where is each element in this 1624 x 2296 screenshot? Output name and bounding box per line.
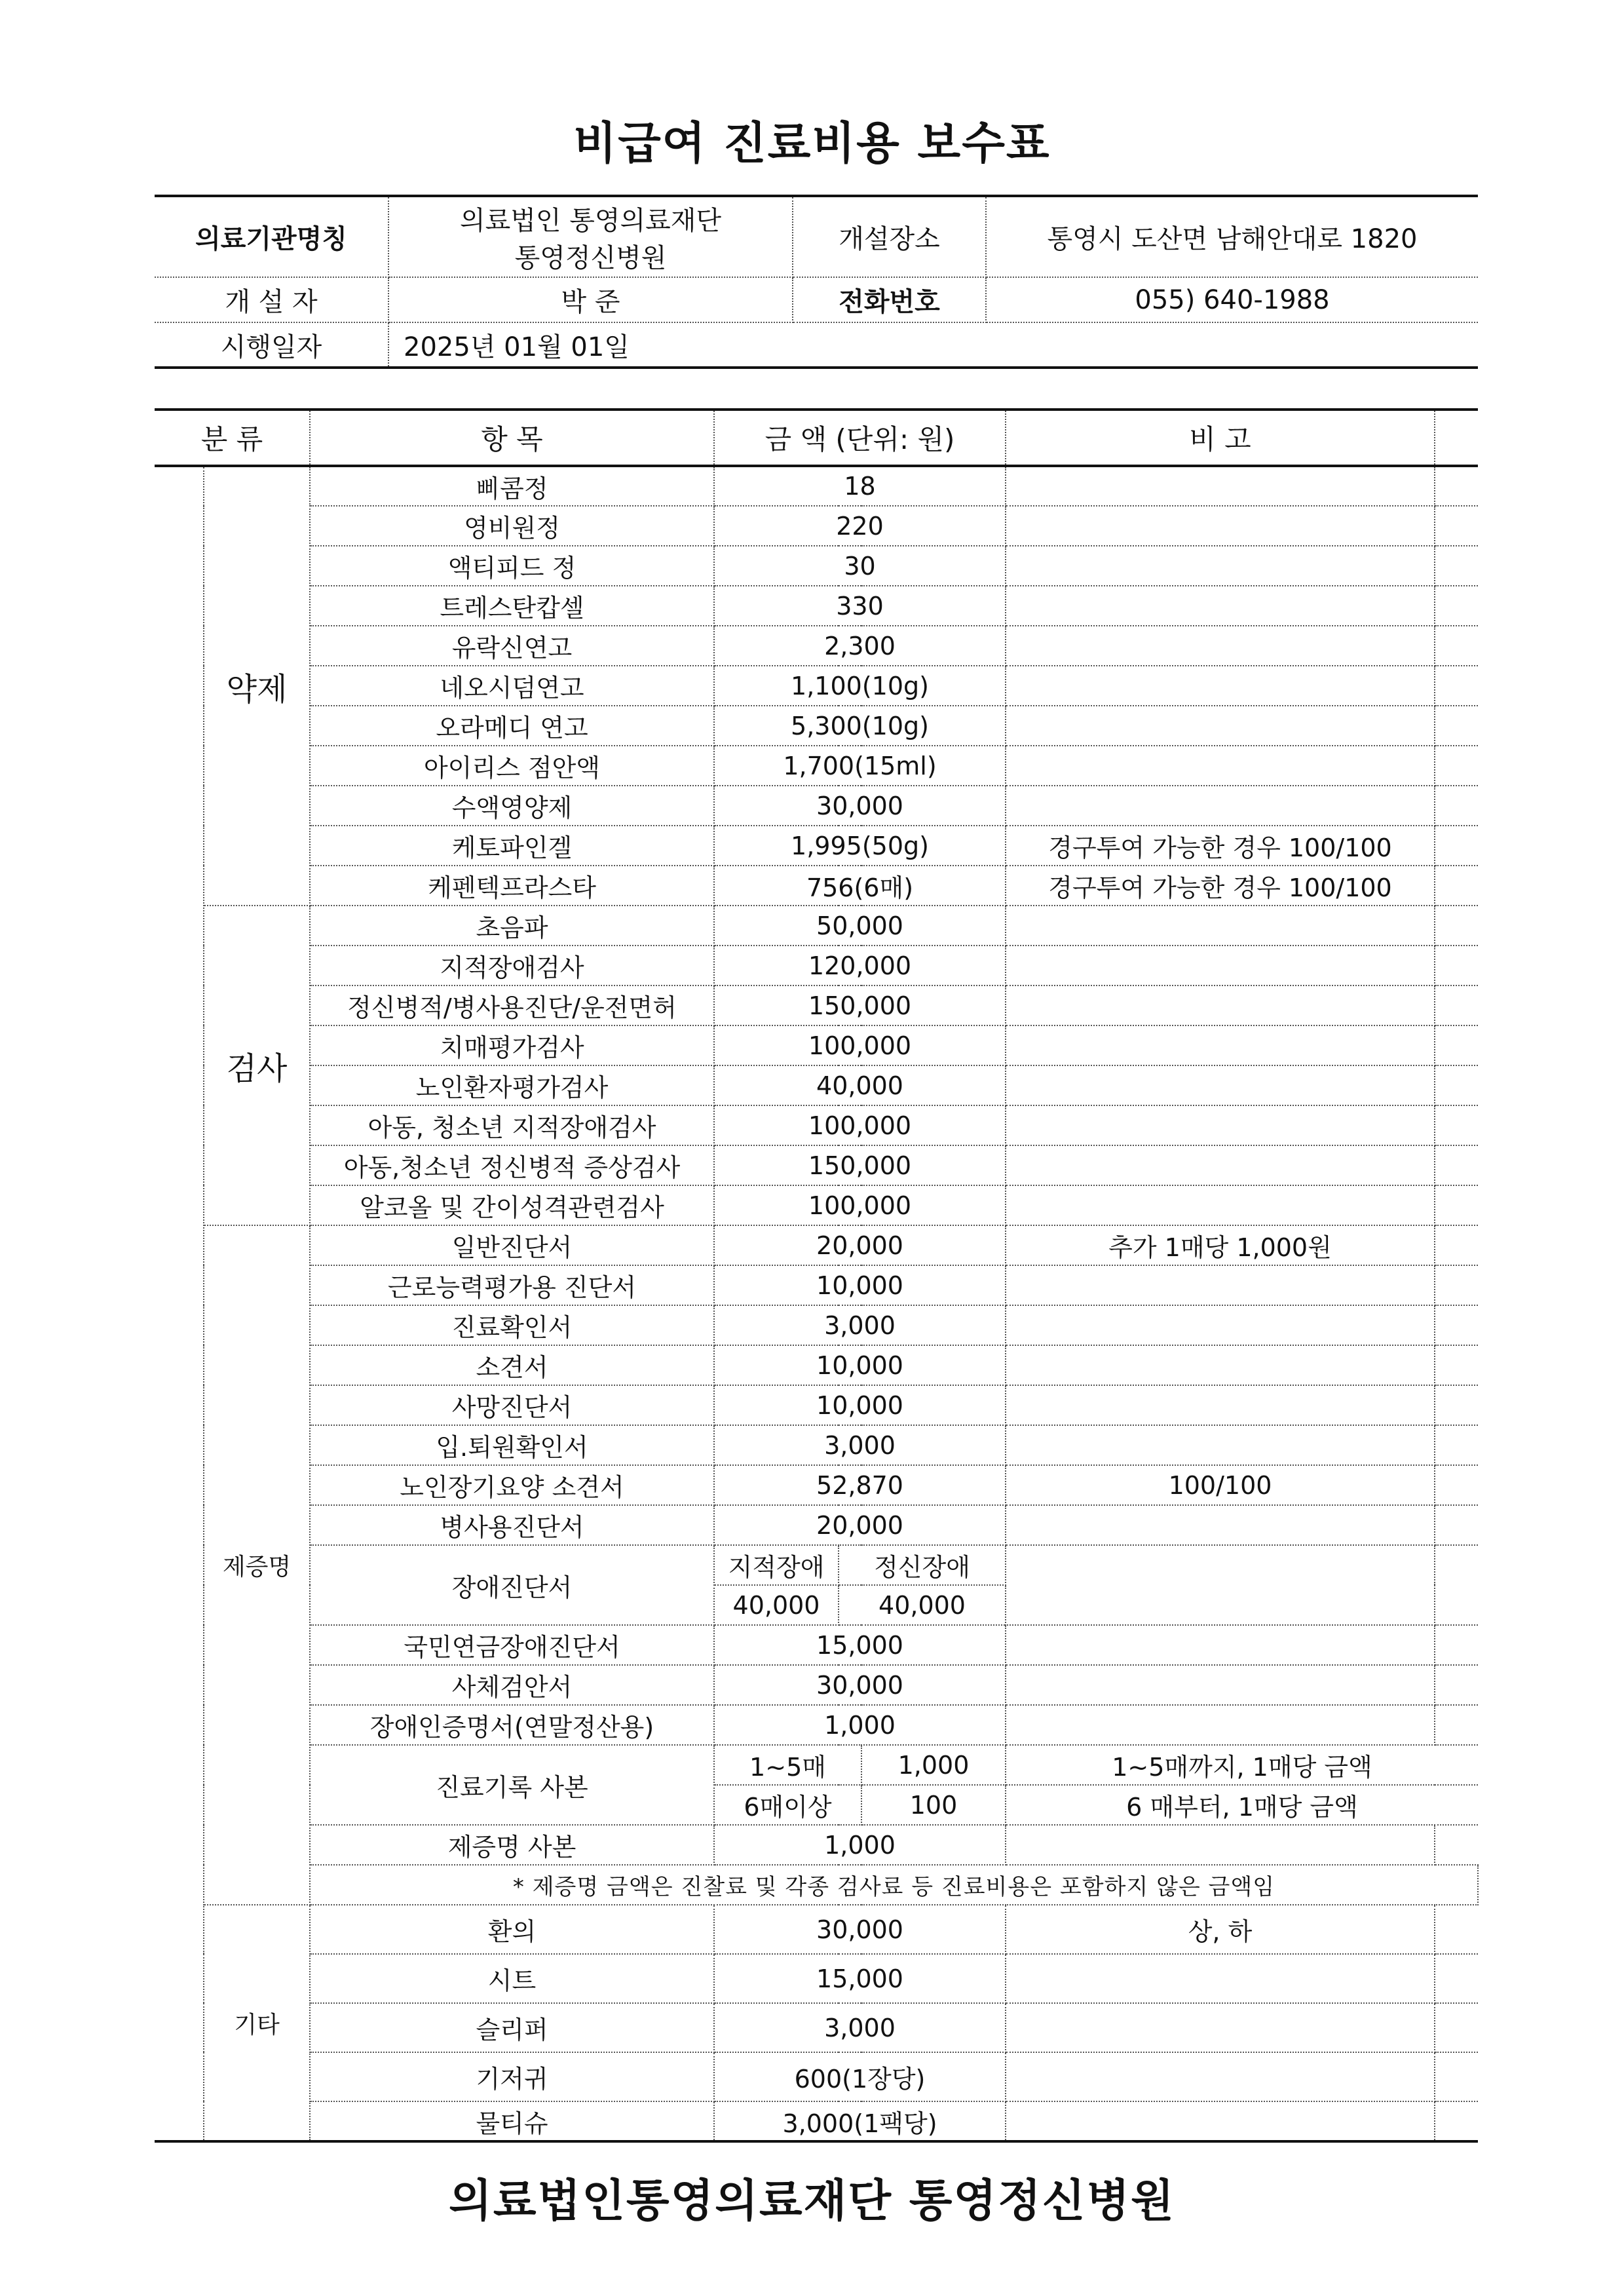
extra-cell	[1435, 1345, 1478, 1385]
disability-sub2-amount: 40,000	[839, 1585, 1006, 1625]
table-row	[155, 866, 1478, 906]
table-row	[155, 746, 1478, 786]
item-remark	[1006, 586, 1435, 626]
extra-cell	[1435, 946, 1478, 985]
extra-cell	[1435, 626, 1478, 666]
item-amount: 150,000	[714, 1145, 1006, 1185]
item-remark	[1006, 1665, 1435, 1705]
item-amount: 18	[714, 466, 1006, 506]
header-item: 항 목	[310, 410, 714, 466]
disability-sub1-amount: 40,000	[714, 1585, 839, 1625]
item-name: 정신병적/병사용진단/운전면허	[310, 985, 714, 1025]
table-row	[155, 706, 1478, 746]
item-amount: 1,100(10g)	[714, 666, 1006, 706]
item-remark: 상, 하	[1006, 1905, 1435, 1954]
item-name: 일반진단서	[310, 1225, 714, 1265]
item-amount: 30,000	[714, 1665, 1006, 1705]
item-remark	[1006, 666, 1435, 706]
item-amount: 30,000	[714, 786, 1006, 826]
table-row	[155, 1305, 1478, 1345]
extra-cell	[1435, 1825, 1478, 1865]
item-amount: 1,995(50g)	[714, 826, 1006, 866]
item-amount: 20,000	[714, 1505, 1006, 1545]
item-remark	[1006, 985, 1435, 1025]
extra-cell	[1435, 1465, 1478, 1505]
records-amount2: 100	[861, 1785, 1006, 1825]
item-name: 액티피드 정	[310, 546, 714, 586]
location-label: 개설장소	[793, 196, 986, 277]
category-drug: 약제	[204, 466, 310, 906]
item-remark: 100/100	[1006, 1465, 1435, 1505]
item-remark	[1006, 506, 1435, 546]
item-amount: 150,000	[714, 985, 1006, 1025]
item-remark	[1006, 1505, 1435, 1545]
item-amount: 10,000	[714, 1345, 1006, 1385]
extra-cell	[1435, 1385, 1478, 1425]
disability-sub2-label: 정신장애	[839, 1545, 1006, 1585]
item-name: 오라메디 연고	[310, 706, 714, 746]
item-amount: 756(6매)	[714, 866, 1006, 906]
item-name: 환의	[310, 1905, 714, 1954]
item-name: 초음파	[310, 906, 714, 946]
table-row	[155, 666, 1478, 706]
extra-cell	[1435, 506, 1478, 546]
item-remark	[1006, 1825, 1435, 1865]
item-remark: 경구투여 가능한 경우 100/100	[1006, 826, 1435, 866]
item-name: 노인환자평가검사	[310, 1065, 714, 1105]
item-remark	[1006, 946, 1435, 985]
item-name: 슬리퍼	[310, 2003, 714, 2052]
extra-cell	[1435, 1145, 1478, 1185]
table-row	[155, 946, 1478, 985]
table-row	[155, 1825, 1478, 1865]
table-row	[155, 826, 1478, 866]
item-amount: 30,000	[714, 1905, 1006, 1954]
extra-cell	[1435, 1265, 1478, 1305]
table-row	[155, 1265, 1478, 1305]
table-row	[155, 2101, 1478, 2141]
item-name: 알코올 및 간이성격관련검사	[310, 1185, 714, 1225]
table-row	[155, 906, 1478, 946]
item-amount: 52,870	[714, 1465, 1006, 1505]
item-remark	[1006, 1345, 1435, 1385]
table-row	[155, 586, 1478, 626]
item-remark: 추가 1매당 1,000원	[1006, 1225, 1435, 1265]
item-name: 국민연금장애진단서	[310, 1625, 714, 1665]
table-row	[155, 2003, 1478, 2052]
table-row	[155, 1225, 1478, 1265]
item-name: 근로능력평가용 진단서	[310, 1265, 714, 1305]
note-row	[155, 1865, 1478, 1905]
item-remark	[1006, 1265, 1435, 1305]
item-name: 진료기록 사본	[310, 1745, 714, 1825]
institution-name-line2: 통영정신병원	[514, 242, 667, 273]
item-remark	[1006, 546, 1435, 586]
footer-institution-name: 의료법인통영의료재단 통영정신병원	[449, 2175, 1175, 2227]
item-amount: 1,000	[714, 1825, 1006, 1865]
extra-cell	[1435, 826, 1478, 866]
header-category: 분 류	[155, 410, 310, 466]
item-name: 아동,청소년 정신병적 증상검사	[310, 1145, 714, 1185]
effective-date-label: 시행일자	[155, 322, 388, 368]
item-name: 물티슈	[310, 2101, 714, 2141]
records-range2: 6매이상	[714, 1785, 861, 1825]
header-remark: 비 고	[1006, 410, 1435, 466]
extra-cell	[1435, 746, 1478, 786]
table-row	[155, 1954, 1478, 2003]
extra-cell	[1435, 1425, 1478, 1465]
item-amount: 600(1장당)	[714, 2052, 1006, 2101]
page-title: 비급여 진료비용 보수표	[573, 118, 1051, 170]
item-name: 영비원정	[310, 506, 714, 546]
extra-cell	[1435, 1954, 1478, 2003]
institution-label: 의료기관명칭	[155, 196, 388, 277]
item-remark	[1006, 1185, 1435, 1225]
category-etc: 기타	[204, 1905, 310, 2141]
item-amount: 20,000	[714, 1225, 1006, 1265]
records-range1: 1~5매	[714, 1745, 861, 1785]
table-row	[155, 1185, 1478, 1225]
item-amount: 120,000	[714, 946, 1006, 985]
item-name: 소견서	[310, 1345, 714, 1385]
extra-cell	[1435, 1905, 1478, 1954]
item-remark: 경구투여 가능한 경우 100/100	[1006, 866, 1435, 906]
item-amount: 30	[714, 546, 1006, 586]
item-amount: 1,000	[714, 1705, 1006, 1745]
item-name: 진료확인서	[310, 1305, 714, 1345]
item-name: 장애진단서	[310, 1545, 714, 1625]
founder-label: 개 설 자	[155, 277, 388, 322]
table-row	[155, 1705, 1478, 1745]
item-amount: 100,000	[714, 1025, 1006, 1065]
item-name: 네오시덤연고	[310, 666, 714, 706]
item-remark	[1006, 466, 1435, 506]
table-row	[155, 546, 1478, 586]
item-remark	[1006, 706, 1435, 746]
item-remark	[1006, 1105, 1435, 1145]
phone-label: 전화번호	[793, 277, 986, 322]
table-row	[155, 1465, 1478, 1505]
extra-cell	[1435, 1545, 1478, 1625]
item-remark	[1006, 1425, 1435, 1465]
records-remark1: 1~5매까지, 1매당 금액	[1006, 1745, 1478, 1785]
item-name: 기저귀	[310, 2052, 714, 2101]
extra-cell	[1435, 1625, 1478, 1665]
table-row	[155, 1625, 1478, 1665]
cert-note: * 제증명 금액은 진찰료 및 각종 검사료 등 진료비용은 포함하지 않은 금액임	[310, 1865, 1478, 1905]
table-row	[155, 1105, 1478, 1145]
extra-cell	[1435, 906, 1478, 946]
item-name: 병사용진단서	[310, 1505, 714, 1545]
item-remark	[1006, 2101, 1435, 2141]
extra-cell	[1435, 1665, 1478, 1705]
table-header-row	[155, 410, 1478, 466]
item-amount: 3,000	[714, 2003, 1006, 2052]
item-name: 케펜텍프라스타	[310, 866, 714, 906]
item-amount: 100,000	[714, 1185, 1006, 1225]
item-remark	[1006, 1305, 1435, 1345]
left-margin-cell	[155, 466, 204, 2141]
item-name: 치매평가검사	[310, 1025, 714, 1065]
item-remark	[1006, 1625, 1435, 1665]
item-amount: 1,700(15ml)	[714, 746, 1006, 786]
item-name: 제증명 사본	[310, 1825, 714, 1865]
item-remark	[1006, 1025, 1435, 1065]
header-extra	[1435, 410, 1478, 466]
item-name: 사망진단서	[310, 1385, 714, 1425]
extra-cell	[1435, 666, 1478, 706]
extra-cell	[1435, 2101, 1478, 2141]
extra-cell	[1435, 866, 1478, 906]
item-name: 아이리스 점안액	[310, 746, 714, 786]
category-cert: 제증명	[204, 1225, 310, 1905]
item-amount: 40,000	[714, 1065, 1006, 1105]
item-amount: 100,000	[714, 1105, 1006, 1145]
item-name: 삐콤정	[310, 466, 714, 506]
extra-cell	[1435, 985, 1478, 1025]
item-remark	[1006, 2052, 1435, 2101]
fee-table	[155, 408, 1478, 2143]
extra-cell	[1435, 706, 1478, 746]
item-amount: 330	[714, 586, 1006, 626]
founder-value: 박 준	[388, 277, 793, 322]
item-amount: 3,000	[714, 1425, 1006, 1465]
records-amount1: 1,000	[861, 1745, 1006, 1785]
item-amount: 15,000	[714, 1625, 1006, 1665]
item-name: 시트	[310, 1954, 714, 2003]
extra-cell	[1435, 546, 1478, 586]
item-amount: 50,000	[714, 906, 1006, 946]
item-name: 트레스탄캅셀	[310, 586, 714, 626]
table-row	[155, 1665, 1478, 1705]
extra-cell	[1435, 1225, 1478, 1265]
item-name: 장애인증명서(연말정산용)	[310, 1705, 714, 1745]
header-amount: 금 액 (단위: 원)	[714, 410, 1006, 466]
item-name: 사체검안서	[310, 1665, 714, 1705]
disability-sub1-label: 지적장애	[714, 1545, 839, 1585]
table-row	[155, 626, 1478, 666]
phone-value: 055) 640-1988	[986, 277, 1478, 322]
item-amount: 10,000	[714, 1385, 1006, 1425]
extra-cell	[1435, 1105, 1478, 1145]
item-remark	[1006, 906, 1435, 946]
table-row	[155, 1505, 1478, 1545]
extra-cell	[1435, 2052, 1478, 2101]
extra-cell	[1435, 786, 1478, 826]
item-amount: 3,000	[714, 1305, 1006, 1345]
item-remark	[1006, 626, 1435, 666]
extra-cell	[1435, 1065, 1478, 1105]
item-remark	[1006, 1545, 1435, 1625]
table-row	[155, 1545, 1478, 1585]
institution-name	[388, 196, 793, 277]
table-row	[155, 1025, 1478, 1065]
extra-cell	[1435, 1305, 1478, 1345]
table-row	[155, 1385, 1478, 1425]
table-row	[155, 1425, 1478, 1465]
table-row	[155, 786, 1478, 826]
table-row	[155, 506, 1478, 546]
institution-info-table	[155, 195, 1478, 369]
item-amount: 15,000	[714, 1954, 1006, 2003]
extra-cell	[1435, 1505, 1478, 1545]
item-remark	[1006, 1954, 1435, 2003]
item-remark	[1006, 1705, 1435, 1745]
extra-cell	[1435, 1025, 1478, 1065]
location-value: 통영시 도산면 남해안대로 1820	[986, 196, 1478, 277]
item-amount: 10,000	[714, 1265, 1006, 1305]
extra-cell	[1435, 2003, 1478, 2052]
extra-cell	[1435, 586, 1478, 626]
table-row	[155, 1145, 1478, 1185]
table-row	[155, 2052, 1478, 2101]
item-amount: 3,000(1팩당)	[714, 2101, 1006, 2141]
records-remark2: 6 매부터, 1매당 금액	[1006, 1785, 1478, 1825]
item-name: 아동, 청소년 지적장애검사	[310, 1105, 714, 1145]
item-remark	[1006, 1385, 1435, 1425]
item-name: 케토파인겔	[310, 826, 714, 866]
item-name: 노인장기요양 소견서	[310, 1465, 714, 1505]
effective-date-value: 2025년 01월 01일	[388, 322, 1478, 368]
extra-cell	[1435, 466, 1478, 506]
institution-name-line1: 의료법인 통영의료재단	[459, 205, 722, 236]
item-amount: 5,300(10g)	[714, 706, 1006, 746]
table-row	[155, 466, 1478, 506]
item-remark	[1006, 1065, 1435, 1105]
table-row	[155, 985, 1478, 1025]
item-name: 입.퇴원확인서	[310, 1425, 714, 1465]
category-test: 검사	[204, 906, 310, 1225]
item-name: 수액영양제	[310, 786, 714, 826]
table-row	[155, 1905, 1478, 1954]
table-row	[155, 1745, 1478, 1785]
table-row	[155, 1345, 1478, 1385]
item-name: 지적장애검사	[310, 946, 714, 985]
extra-cell	[1435, 1185, 1478, 1225]
item-amount: 2,300	[714, 626, 1006, 666]
item-remark	[1006, 2003, 1435, 2052]
item-remark	[1006, 1145, 1435, 1185]
item-remark	[1006, 746, 1435, 786]
item-amount: 220	[714, 506, 1006, 546]
table-row	[155, 1065, 1478, 1105]
extra-cell	[1435, 1705, 1478, 1745]
item-remark	[1006, 786, 1435, 826]
item-name: 유락신연고	[310, 626, 714, 666]
